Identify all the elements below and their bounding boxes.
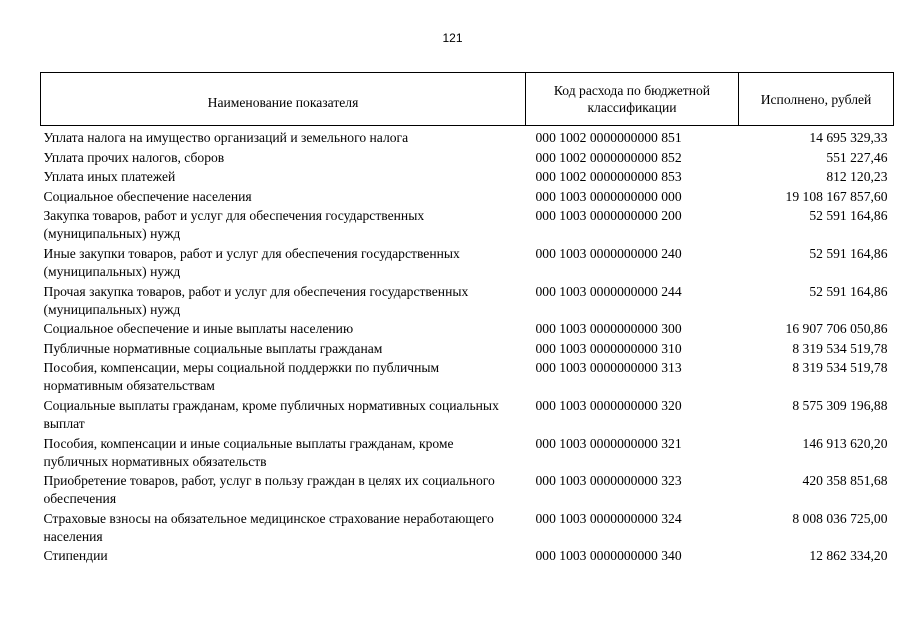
page-number: 121: [442, 31, 463, 45]
row-code: 000 1003 0000000000 300: [535, 321, 682, 337]
row-code: 000 1002 0000000000 851: [535, 130, 682, 145]
row-name: Уплата прочих налогов, сборов: [43, 149, 225, 165]
table-row: [41, 320, 894, 340]
table-row: [41, 207, 894, 245]
row-code: 000 1003 0000000000 323: [535, 473, 682, 489]
row-amount: 14 695 329,33: [809, 130, 888, 145]
row-amount: 8 319 534 519,78: [792, 360, 888, 376]
row-name: Социальные выплаты гражданам, кроме публичных нормативных социальных выплат: [43, 397, 499, 431]
table-row: [41, 359, 894, 397]
row-code: 000 1003 0000000000 000: [535, 188, 682, 204]
header-executed-amount: Исполнено, рублей: [739, 73, 894, 126]
row-name: Страховые взносы на обязательное медицинское страхование неработающего населения: [43, 510, 494, 544]
row-amount: 19 108 167 857,60: [785, 188, 888, 204]
row-amount: 52 591 164,86: [809, 283, 888, 299]
row-name: Уплата налога на имущество организаций и земельного налога: [43, 130, 409, 145]
row-code: 000 1002 0000000000 852: [535, 149, 682, 165]
table-row: [41, 340, 894, 360]
row-name: Публичные нормативные социальные выплаты гражданам: [43, 340, 383, 356]
table-header: [41, 73, 894, 126]
row-amount: 16 907 706 050,86: [785, 321, 888, 337]
header-indicator-name: Наименование показателя: [41, 73, 526, 126]
row-code: 000 1003 0000000000 313: [535, 360, 682, 376]
row-amount: 551 227,46: [826, 149, 888, 165]
table-row: [41, 283, 894, 321]
table-row: [41, 129, 894, 149]
header-row: [41, 73, 894, 126]
row-amount: 52 591 164,86: [809, 208, 888, 224]
row-code: 000 1003 0000000000 324: [535, 510, 682, 526]
table-row: [41, 510, 894, 548]
row-code: 000 1002 0000000000 853: [535, 169, 682, 185]
table-row: [41, 168, 894, 188]
row-name: Социальное обеспечение населения: [43, 188, 252, 204]
table-row: [41, 547, 894, 567]
row-name: Уплата иных платежей: [43, 169, 176, 185]
row-name: Стипендии: [43, 548, 108, 564]
row-amount: 12 862 334,20: [809, 548, 888, 564]
row-code: 000 1003 0000000000 321: [535, 435, 682, 451]
row-amount: 812 120,23: [826, 169, 888, 185]
row-amount: 52 591 164,86: [809, 245, 888, 261]
table-row: [41, 397, 894, 435]
row-name: Пособия, компенсации, меры социальной поддержки по публичным нормативным обязательствам: [43, 360, 440, 394]
row-name: Приобретение товаров, работ, услуг в пользу граждан в целях их социального обеспечения: [43, 473, 495, 507]
row-amount: 8 575 309 196,88: [792, 397, 888, 413]
row-code: 000 1003 0000000000 340: [535, 548, 682, 564]
expenditure-table: [40, 72, 894, 567]
row-name: Закупка товаров, работ и услуг для обеспечения государственных (муниципальных) нужд: [43, 208, 425, 242]
table-row: [41, 472, 894, 510]
table-row: [41, 245, 894, 283]
row-name: Пособия, компенсации и иные социальные выплаты гражданам, кроме публичных нормативных обязательств: [43, 435, 454, 469]
row-name: Прочая закупка товаров, работ и услуг для обеспечения государственных (муниципальных) нужд: [43, 283, 469, 317]
table-row: [41, 149, 894, 169]
row-code: 000 1003 0000000000 244: [535, 283, 682, 299]
row-code: 000 1003 0000000000 240: [535, 245, 682, 261]
row-code: 000 1003 0000000000 310: [535, 340, 682, 356]
row-name: Социальное обеспечение и иные выплаты населению: [43, 321, 354, 337]
row-amount: 8 008 036 725,00: [792, 510, 888, 526]
row-amount: 420 358 851,68: [802, 473, 888, 489]
row-code: 000 1003 0000000000 320: [535, 397, 682, 413]
table-body: [41, 126, 894, 567]
table-row: [41, 188, 894, 208]
header-budget-code: Код расхода по бюджетной классификации: [526, 73, 739, 126]
row-name: Иные закупки товаров, работ и услуг для обеспечения государственных (муниципальных) нужд: [43, 245, 460, 279]
row-amount: 8 319 534 519,78: [792, 340, 888, 356]
table-row: [41, 435, 894, 473]
row-code: 000 1003 0000000000 200: [535, 208, 682, 224]
row-amount: 146 913 620,20: [802, 435, 888, 451]
